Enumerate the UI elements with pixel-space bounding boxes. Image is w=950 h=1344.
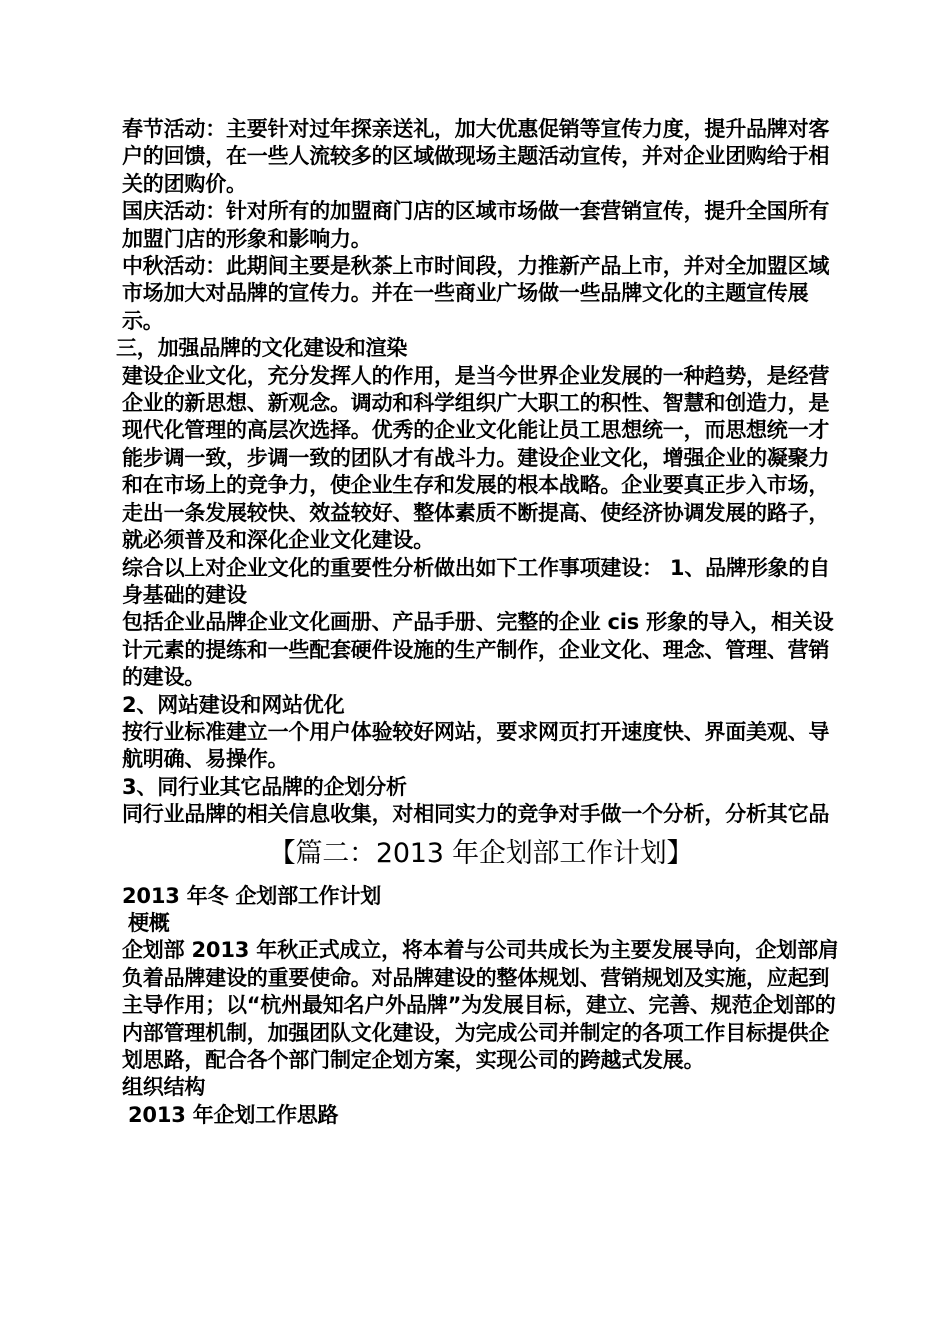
paragraph-competitor-analysis: 同行业品牌的相关信息收集，对相同实力的竞争对手做一个分析，分析其它品 [122, 802, 830, 827]
heading-overview: 梗概 [128, 910, 170, 935]
paragraph-overview: 企划部 2013 年秋正式成立，将本着与公司共成长为主要发展导向，企划部肩负着品牌建设的重要使命。对品牌建设的整体规划、营销规划及实施，应起到主导作用；以“杭州最知名户外品牌”为发展目标，建立、完善、规范企划部的内部管理机制，加强团队文化建设，为完成公司并制定的各项工作目标提供企划思路，配合各个部门制定企划方案，实现公司的跨越式发展。 [122, 938, 839, 1072]
heading-organization: 组织结构 [122, 1075, 206, 1100]
heading-work-ideas: 2013 年企划工作思路 [128, 1102, 339, 1127]
paragraph-national-day: 国庆活动：针对所有的加盟商门店的区域市场做一套营销宣传，提升全国所有加盟门店的形象和影响力。 [122, 199, 830, 251]
section-title: 【篇二：2013 年企划部工作计划】 [268, 837, 694, 869]
paragraph-spring-festival: 春节活动：主要针对过年探亲送礼，加大优惠促销等宣传力度，提升品牌对客户的回馈，在一些人流较多的区域做现场主题活动宣传，并对企业团购给于相关的团购价。 [122, 117, 830, 196]
paragraph-brand-materials: 包括企业品牌企业文化画册、产品手册、完整的企业 cis 形象的导入，相关设计元素的提练和一些配套硬件设施的生产制作，企业文化、理念、管理、营销的建设。 [122, 610, 834, 690]
heading-website: 2、网站建设和网站优化 [122, 692, 345, 717]
plan-title: 2013 年冬 企划部工作计划 [122, 883, 382, 908]
document-body [116, 116, 846, 1129]
paragraph-corporate-culture: 建设企业文化，充分发挥人的作用，是当今世界企业发展的一种趋势，是经营企业的新思想、新观念。调动和科学组织广大职工的积性、智慧和创造力，是现代化管理的高层次选择。优秀的企业文化能让员工思想统一，而思想统一才能步调一致，步调一致的团队才有战斗力。建设企业文化，增强企业的凝聚力和在市场上的竞争力，使企业生存和发展的根本战略。企业要真正步入市场，走出一条发展较快、效益较好、整体素质不断提高、使经济协调发展的路子，就必须普及和深化企业文化建设。 [122, 363, 830, 553]
heading-competitor-analysis: 3、同行业其它品牌的企划分析 [122, 774, 407, 799]
paragraph-work-items: 综合以上对企业文化的重要性分析做出如下工作事项建设： 1、品牌形象的自身基础的建设 [122, 555, 830, 607]
heading-brand-culture: 三，加强品牌的文化建设和渲染 [116, 336, 408, 361]
paragraph-website: 按行业标准建立一个用户体验较好网站，要求网页打开速度快、界面美观、导航明确、易操作。 [122, 719, 830, 772]
paragraph-mid-autumn: 中秋活动：此期间主要是秋茶上市时间段，力推新产品上市，并对全加盟区域市场加大对品牌的宣传力。并在一些商业广场做一些品牌文化的主题宣传展示。 [122, 254, 830, 333]
